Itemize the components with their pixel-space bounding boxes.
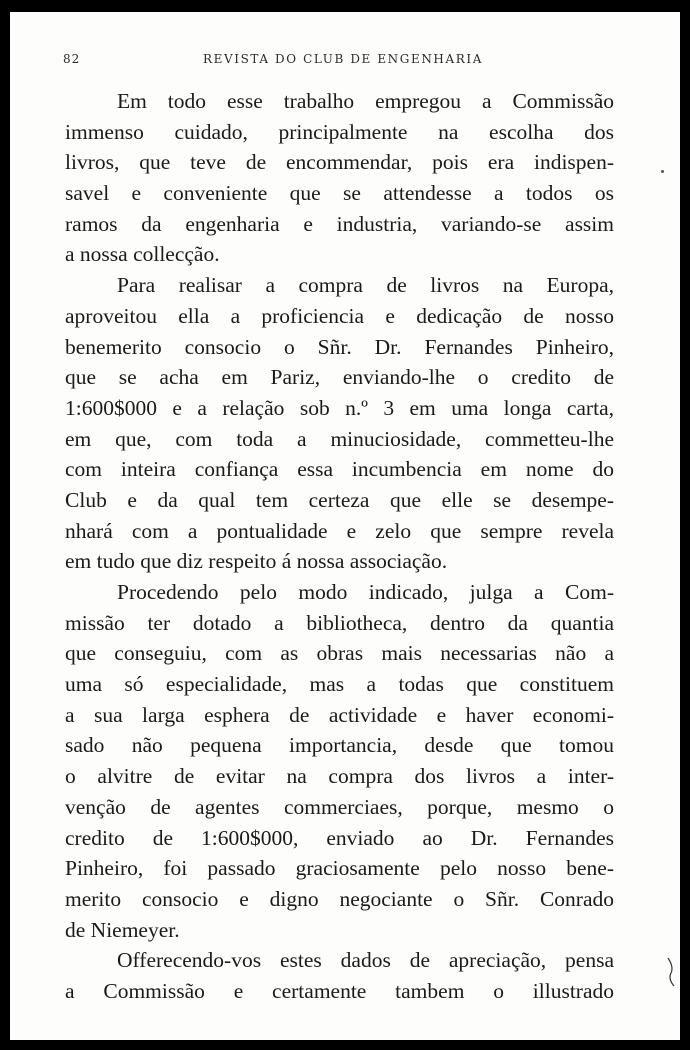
text-line: ramos da engenharia e industria, variando-se assim — [65, 211, 614, 236]
body-text — [65, 86, 614, 1007]
text-line: de Niemeyer. — [65, 917, 180, 942]
paragraph — [65, 270, 614, 577]
book-page — [10, 12, 680, 1040]
stray-ink-dot — [661, 170, 664, 173]
paragraph — [65, 86, 614, 270]
text-line: com inteira confiança essa incumbencia em nome do — [65, 457, 614, 482]
text-line: sado não pequena importancia, desde que tomou — [65, 733, 614, 758]
text-line: o alvitre de evitar na compra dos livros a inter- — [65, 764, 614, 789]
text-line: Para realisar a compra de livros na Europa, — [117, 273, 614, 298]
page-header — [63, 52, 623, 74]
text-line: a Commissão e certamente tambem o illustrado — [65, 978, 614, 1003]
margin-ink-mark — [666, 957, 676, 987]
text-line: em que, com toda a minuciosidade, commetteu-lhe — [65, 426, 614, 451]
text-line: Pinheiro, foi passado graciosamente pelo nosso bene- — [65, 856, 614, 881]
text-line: em tudo que diz respeito á nossa associação. — [65, 549, 448, 574]
text-line: merito consocio e digno negociante o Sñr. Conrado — [65, 886, 614, 911]
text-line: a nossa collecção. — [65, 242, 220, 267]
page-number: 82 — [63, 52, 81, 66]
text-line: immenso cuidado, principalmente na escolha dos — [65, 119, 614, 144]
text-line: a sua larga esphera de actividade e haver economi- — [65, 702, 614, 727]
text-line: venção de agentes commerciaes, porque, mesmo o — [65, 794, 614, 819]
text-line: livros, que teve de encommendar, pois era indispen- — [65, 150, 614, 175]
paragraph — [65, 577, 614, 945]
text-line: Em todo esse trabalho empregou a Commissão — [117, 89, 614, 113]
text-line: benemerito consocio o Sñr. Dr. Fernandes Pinheiro, — [65, 334, 614, 359]
paragraph — [65, 945, 614, 1006]
text-line: 1:600$000 e a relação sob n.º 3 em uma longa carta, — [65, 395, 614, 420]
text-line: Offerecendo-vos estes dados de apreciação, pensa — [117, 948, 614, 973]
text-line: Club e da qual tem certeza que elle se desempe- — [65, 487, 614, 512]
text-line: que se acha em Pariz, enviando-lhe o credito de — [65, 365, 614, 390]
text-line: que conseguiu, com as obras mais necessarias não a — [65, 641, 614, 666]
text-line: credito de 1:600$000, enviado ao Dr. Fernandes — [65, 825, 614, 850]
text-line: missão ter dotado a bibliotheca, dentro da quantia — [65, 610, 614, 635]
text-line: Procedendo pelo modo indicado, julga a Com- — [117, 580, 614, 604]
text-line: nhará com a pontualidade e zelo que sempre revela — [65, 518, 614, 543]
text-line: aproveitou ella a proficiencia e dedicação de nosso — [65, 303, 614, 328]
running-head: REVISTA DO CLUB DE ENGENHARIA — [202, 52, 484, 66]
text-line: uma só especialidade, mas a todas que constituem — [65, 672, 614, 697]
text-line: savel e conveniente que se attendesse a todos os — [65, 181, 614, 206]
